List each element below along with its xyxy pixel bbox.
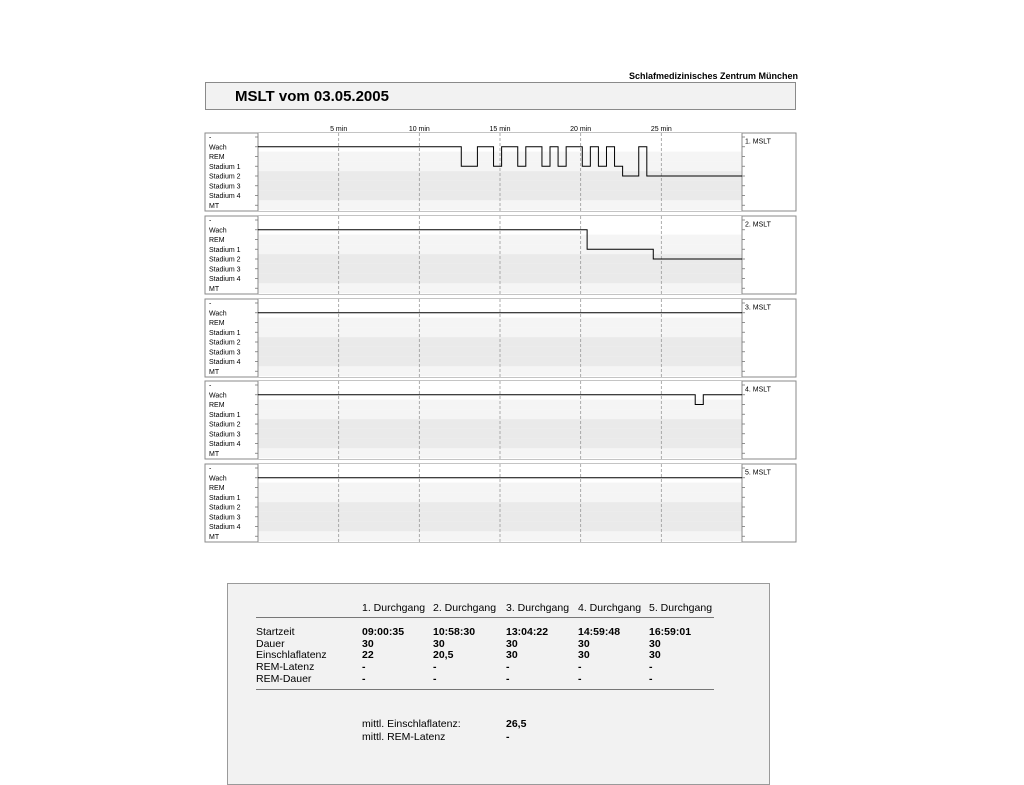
summary-rule-bottom	[256, 689, 714, 690]
summary-cell: 14:59:48	[578, 626, 621, 638]
summary-cell: -	[649, 672, 653, 685]
y-axis-label: REM	[209, 402, 225, 410]
y-axis-label: Stadium 1	[209, 163, 241, 171]
series-name: 3. MSLT	[745, 304, 771, 312]
y-axis-label: Stadium 2	[209, 173, 241, 181]
summary-cell: 30	[506, 649, 518, 662]
summary-cell: 09:00:35	[362, 626, 405, 638]
y-axis-label: Stadium 2	[209, 504, 241, 512]
summary-cell: 30	[362, 637, 374, 650]
summary-cell: -	[433, 672, 437, 685]
summary-column-header: 1. Durchgang	[362, 602, 426, 614]
y-axis-label: Stadium 4	[209, 359, 241, 367]
summary-column-header: 3. Durchgang	[506, 602, 570, 614]
y-axis-label: Stadium 3	[209, 183, 241, 191]
mean-sleep-latency-label: mittl. Einschlaflatenz:	[362, 718, 461, 730]
summary-rule-top	[256, 617, 714, 618]
summary-cell: -	[506, 672, 510, 685]
y-axis-label: Wach	[209, 227, 227, 235]
y-axis-label: Stadium 4	[209, 524, 241, 532]
summary-cell: -	[362, 672, 366, 685]
y-axis-label: MT	[209, 202, 220, 210]
y-axis-label: REM	[209, 485, 225, 493]
y-axis-label: MT	[209, 450, 220, 458]
summary-row-label: REM-Latenz	[256, 661, 315, 674]
y-axis-label: Stadium 3	[209, 514, 241, 522]
summary-column-header: 2. Durchgang	[433, 602, 497, 614]
mean-sleep-latency-value: 26,5	[506, 718, 527, 730]
y-axis-label: Stadium 2	[209, 421, 241, 429]
y-axis-label: -	[209, 217, 212, 225]
y-axis-label: -	[209, 300, 212, 308]
summary-cell: -	[433, 661, 437, 674]
summary-cell: -	[578, 661, 582, 674]
summary-row	[256, 650, 714, 662]
y-axis-label: REM	[209, 154, 225, 162]
y-axis-label: Stadium 3	[209, 349, 241, 357]
y-axis-label: MT	[209, 533, 220, 541]
y-axis-label: MT	[209, 368, 220, 376]
y-axis-label: Stadium 1	[209, 329, 241, 337]
summary-column-header: 5. Durchgang	[649, 602, 713, 614]
summary-cell: -	[578, 672, 582, 685]
summary-row-label: Dauer	[256, 637, 285, 650]
summary-row	[256, 627, 714, 639]
x-tick-label: 25 min	[650, 126, 672, 133]
summary-row-label: Startzeit	[256, 626, 295, 638]
summary-cell: 30	[649, 649, 661, 662]
y-axis-label: Stadium 4	[209, 193, 241, 201]
summary-cell: 13:04:22	[506, 626, 549, 638]
summary-cell: -	[649, 661, 653, 674]
series-name: 4. MSLT	[745, 386, 771, 394]
y-axis-label: Wach	[209, 392, 227, 400]
y-axis-label: Stadium 1	[209, 411, 241, 419]
y-axis-label: -	[209, 465, 212, 473]
page-title: MSLT vom 03.05.2005	[235, 88, 389, 105]
summary-spacer	[256, 618, 714, 627]
y-axis-label: Stadium 4	[209, 441, 241, 449]
y-axis-label: Stadium 1	[209, 494, 241, 502]
mean-rem-latency-label: mittl. REM-Latenz	[362, 731, 446, 743]
summary-header-row	[256, 601, 714, 617]
y-axis-label: Stadium 2	[209, 339, 241, 347]
y-axis-label: Stadium 3	[209, 431, 241, 439]
institution-name: Schlafmedizinisches Zentrum München	[628, 71, 798, 81]
summary-cell: 30	[506, 637, 518, 650]
series-name: 2. MSLT	[745, 221, 771, 229]
summary-cell: 10:58:30	[433, 626, 476, 638]
x-tick-label: 5 min	[330, 126, 348, 133]
y-axis-label: Stadium 4	[209, 276, 241, 284]
x-tick-label: 10 min	[408, 126, 430, 133]
summary-cell: 30	[578, 637, 590, 650]
summary-cell: 30	[433, 637, 445, 650]
y-axis-label: Stadium 2	[209, 256, 241, 264]
summary-cell: 22	[362, 649, 374, 662]
mean-rem-latency-value: -	[506, 731, 510, 743]
summary-cell: -	[362, 661, 366, 674]
y-axis-label: MT	[209, 285, 220, 293]
series-name: 1. MSLT	[745, 138, 771, 146]
x-tick-label: 15 min	[489, 126, 511, 133]
y-axis-label: REM	[209, 320, 225, 328]
summary-row-label: Einschlaflatenz	[256, 649, 327, 662]
y-axis-label: REM	[209, 237, 225, 245]
y-axis-label: Stadium 3	[209, 266, 241, 274]
summary-row	[256, 674, 714, 686]
summary-cell: 20,5	[433, 649, 454, 662]
y-axis-label: -	[209, 134, 212, 142]
summary-panel	[227, 583, 770, 785]
summary-row-label: REM-Dauer	[256, 672, 312, 685]
summary-table	[256, 601, 714, 690]
series-name: 5. MSLT	[745, 469, 771, 477]
y-axis-label: Stadium 1	[209, 246, 241, 254]
summary-row	[256, 662, 714, 674]
summary-cell: 30	[649, 637, 661, 650]
y-axis-label: -	[209, 382, 212, 390]
y-axis-label: Wach	[209, 144, 227, 152]
summary-cell: 30	[578, 649, 590, 662]
x-tick-label: 20 min	[570, 126, 592, 133]
summary-column-header: 4. Durchgang	[578, 602, 642, 614]
summary-cell: 16:59:01	[649, 626, 692, 638]
summary-cell: -	[506, 661, 510, 674]
y-axis-label: Wach	[209, 310, 227, 318]
y-axis-label: Wach	[209, 475, 227, 483]
